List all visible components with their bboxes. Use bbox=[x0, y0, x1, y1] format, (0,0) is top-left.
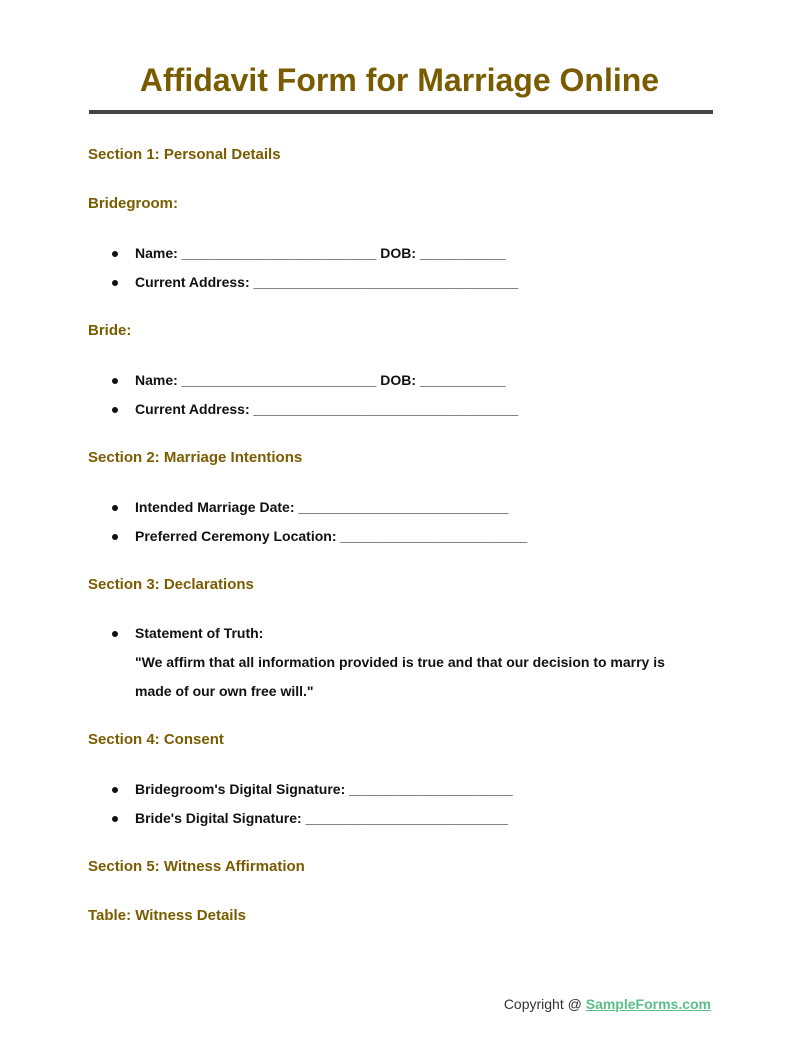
section-3-heading: Section 3: Declarations bbox=[88, 576, 254, 593]
section-5-heading: Section 5: Witness Affirmation bbox=[88, 858, 305, 875]
title-divider bbox=[89, 110, 713, 114]
section-1-heading: Section 1: Personal Details bbox=[88, 146, 281, 163]
bridegroom-name-dob-field[interactable]: Name: _________________________ DOB: ___________ bbox=[135, 245, 506, 261]
statement-quote-line-1: "We affirm that all information provided is true and that our decision to marry is bbox=[135, 654, 665, 670]
statement-quote-line-2: made of our own free will." bbox=[135, 683, 314, 699]
copyright-footer bbox=[504, 996, 711, 1012]
witness-table-label: Table: Witness Details bbox=[88, 907, 246, 924]
page-title: Affidavit Form for Marriage Online bbox=[139, 62, 660, 98]
marriage-date-field[interactable]: Intended Marriage Date: ___________________________ bbox=[135, 499, 509, 515]
bride-name-dob-field[interactable]: Name: _________________________ DOB: ___________ bbox=[135, 372, 506, 388]
section-4-heading: Section 4: Consent bbox=[88, 731, 224, 748]
copyright-text: Copyright @ bbox=[503, 996, 586, 1012]
sampleforms-link[interactable]: SampleForms.com bbox=[585, 996, 711, 1012]
statement-of-truth-label: Statement of Truth: bbox=[135, 625, 264, 641]
bridegroom-address-field[interactable]: Current Address: __________________________________ bbox=[135, 274, 519, 290]
section-2-heading: Section 2: Marriage Intentions bbox=[88, 449, 303, 466]
ceremony-location-field[interactable]: Preferred Ceremony Location: ________________________ bbox=[135, 528, 528, 544]
bride-heading: Bride: bbox=[88, 322, 132, 339]
bridegroom-signature-field[interactable]: Bridegroom's Digital Signature: _____________________ bbox=[135, 781, 513, 797]
bridegroom-heading: Bridegroom: bbox=[88, 195, 178, 212]
bride-signature-field[interactable]: Bride's Digital Signature: __________________________ bbox=[135, 810, 509, 826]
bride-address-field[interactable]: Current Address: __________________________________ bbox=[135, 401, 519, 417]
